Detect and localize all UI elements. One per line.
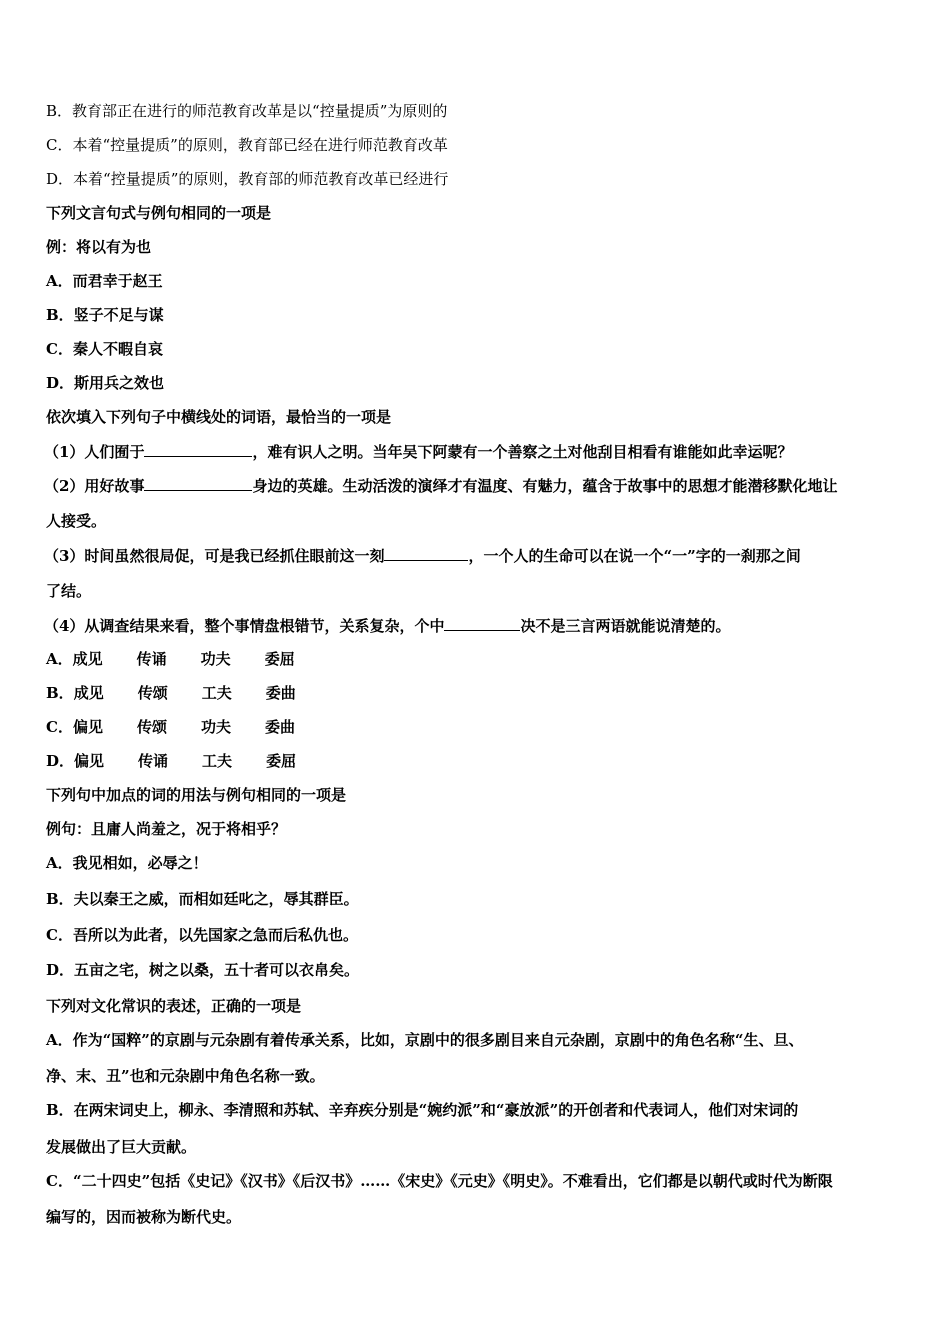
fill-option-a-word-1: 成见 (72, 650, 103, 668)
fill-option-b-label: B． (46, 684, 74, 702)
fill-sentence-4-pre: （4）从调查结果来看，整个事情盘根错节，关系复杂，个中 (44, 617, 445, 635)
fill-blank-2 (144, 475, 252, 491)
fill-option-b-word-1: 成见 (73, 684, 104, 702)
usage-option-a: A．我见相如，必辱之！ (46, 854, 208, 872)
fill-sentence-2-post: 身边的英雄。生动活泼的演绎才有温度、有魅力，蕴含于故事中的思想才能潜移默化地让 (252, 477, 838, 495)
culture-option-a-line-2: 净、末、丑”也和元杂剧中角色名称一致。 (46, 1067, 325, 1085)
syntax-example: 例：将以有为也 (46, 238, 152, 256)
fill-option-a-label: A． (46, 650, 73, 668)
fill-question-stem: 依次填入下列句子中横线处的词语，最恰当的一项是 (46, 408, 392, 426)
culture-option-b-line-2: 发展做出了巨大贡献。 (46, 1138, 197, 1156)
fill-blank-3 (384, 545, 468, 561)
culture-option-c-line-2: 编写的，因而被称为断代史。 (46, 1208, 242, 1226)
fill-option-c (46, 717, 295, 737)
fill-option-c-word-2: 传颂 (136, 718, 167, 736)
fill-blank-1 (144, 441, 252, 457)
fill-sentence-1-pre: （1）人们囿于 (44, 443, 145, 461)
fill-sentence-2-continued: 人接受。 (46, 512, 107, 530)
culture-option-b-line-1: B．在两宋词史上，柳永、李清照和苏轼、辛弃疾分别是“婉约派”和“豪放派”的开创者和代表词人，他们对宋词的 (46, 1101, 799, 1119)
fill-sentence-1-post: ，难有识人之明。当年吴下阿蒙有一个善察之土对他刮目相看有谁能如此幸运呢？ (252, 443, 793, 461)
fill-option-d-word-1: 偏见 (74, 752, 105, 770)
fill-option-b-word-3: 工夫 (201, 684, 232, 702)
fill-option-a (46, 649, 295, 669)
syntax-question-stem: 下列文言句式与例句相同的一项是 (46, 204, 272, 222)
fill-option-b-word-2: 传颂 (137, 684, 168, 702)
fill-option-c-word-3: 功夫 (200, 718, 231, 736)
usage-option-d: D．五亩之宅，树之以桑，五十者可以衣帛矣。 (46, 961, 360, 979)
prev-option-c: C．本着“控量提质”的原则，教育部已经在进行师范教育改革 (46, 136, 448, 154)
fill-option-a-word-3: 功夫 (200, 650, 231, 668)
fill-option-c-label: C． (46, 718, 73, 736)
fill-option-d-word-3: 工夫 (202, 752, 233, 770)
syntax-option-b: B．竖子不足与谋 (46, 306, 164, 324)
fill-option-d-word-4: 委屈 (266, 752, 297, 770)
prev-option-d: D．本着“控量提质”的原则，教育部的师范教育改革已经进行 (46, 170, 449, 188)
fill-option-a-word-4: 委屈 (264, 650, 295, 668)
usage-question-stem: 下列句中加点的词的用法与例句相同的一项是 (46, 786, 347, 804)
fill-blank-4 (444, 615, 520, 631)
fill-option-c-word-4: 委曲 (265, 718, 296, 736)
culture-question-stem: 下列对文化常识的表述，正确的一项是 (46, 997, 302, 1015)
usage-option-c: C．吾所以为此者，以先国家之急而后私仇也。 (46, 926, 358, 944)
fill-option-a-word-2: 传诵 (136, 650, 167, 668)
fill-option-d-label: D． (46, 752, 75, 770)
fill-sentence-3-post: ，一个人的生命可以在说一个“一”字的一刹那之间 (468, 547, 801, 565)
fill-sentence-4-post: 决不是三言两语就能说清楚的。 (520, 617, 731, 635)
syntax-option-c: C．秦人不暇自哀 (46, 340, 163, 358)
fill-option-d-word-2: 传诵 (138, 752, 169, 770)
fill-sentence-1 (44, 441, 792, 462)
fill-sentence-2-pre: （2）用好故事 (44, 477, 145, 495)
fill-option-b-word-4: 委曲 (265, 684, 296, 702)
syntax-option-a: A．而君幸于赵王 (46, 272, 163, 290)
culture-option-c-line-1: C．“二十四史”包括《史记》《汉书》《后汉书》……《宋史》《元史》《明史》。不难看出，它们都是以朝代或时代为断限 (46, 1172, 833, 1190)
usage-option-b: B．夫以秦王之威，而相如廷叱之，辱其群臣。 (46, 890, 359, 908)
fill-option-b (46, 683, 296, 703)
usage-example: 例句：且庸人尚羞之，况于将相乎？ (46, 820, 287, 838)
fill-sentence-3 (44, 545, 801, 566)
fill-sentence-3-continued: 了结。 (46, 582, 92, 600)
fill-option-c-word-1: 偏见 (72, 718, 103, 736)
prev-option-b: B．教育部正在进行的师范教育改革是以“控量提质”为原则的 (46, 102, 448, 120)
fill-sentence-4 (44, 615, 730, 636)
fill-option-d (46, 751, 296, 771)
fill-sentence-2 (44, 475, 837, 496)
syntax-option-d: D．斯用兵之效也 (46, 374, 165, 392)
culture-option-a-line-1: A．作为“国粹”的京剧与元杂剧有着传承关系，比如，京剧中的很多剧目来自元杂剧，京剧中的角色名称“生、旦、 (46, 1031, 804, 1049)
fill-sentence-3-pre: （3）时间虽然很局促，可是我已经抓住眼前这一刻 (44, 547, 385, 565)
